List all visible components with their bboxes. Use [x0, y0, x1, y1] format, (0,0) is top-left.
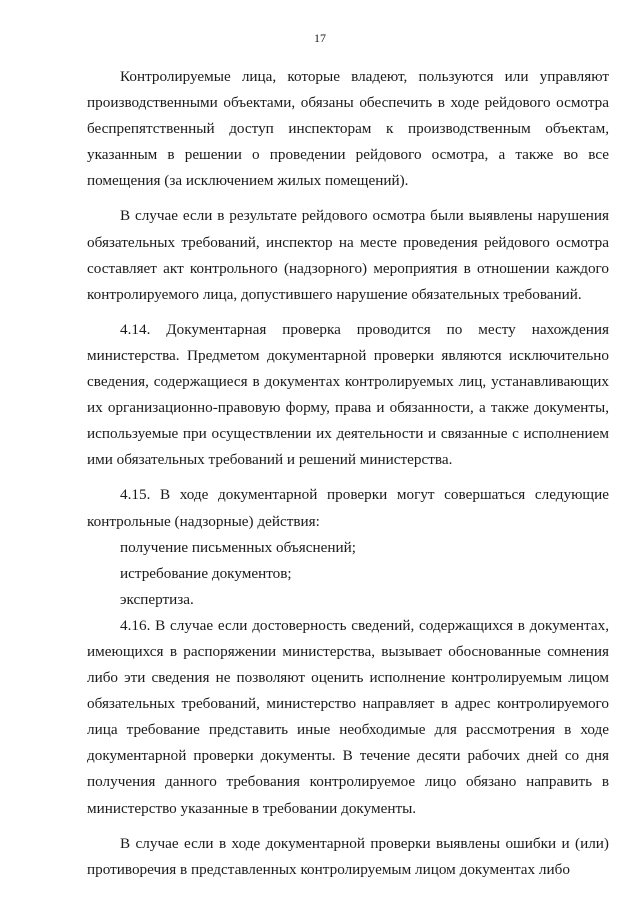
paragraph-4-14: 4.14. Документарная проверка проводится по месту нахождения министерства. Предметом документарной проверки являются исключительно сведения, содержащиеся в документах контролируемых лиц, устанавливающих их организационно-правовую форму, права и обязанности, а также документы, используемые при осуществлении их деятельности и связанные с исполнением ими обязательных требований и решений министерства.: [87, 320, 609, 469]
list-item-explanations: получение письменных объяснений;: [120, 538, 356, 556]
list-item-expertise: экспертиза.: [120, 590, 194, 608]
paragraph-4-15: 4.15. В ходе документарной проверки могут совершаться следующие контрольные (надзорные) действия:: [87, 486, 609, 530]
paragraph-4-16: 4.16. В случае если достоверность сведений, содержащихся в документах, имеющихся в распоряжении министерства, вызывает обоснованные сомнения либо эти сведения не позволяют оценить исполнение контролируемым лицом обязательных требований, министерство направляет в адрес контролируемого лица требование представить иные необходимые для рассмотрения в ходе документарной проверки документы. В течение десяти рабочих дней со дня получения данного требования контролируемое лицо обязано направить в министерство указанные в требовании документы.: [87, 616, 609, 817]
paragraph-access-obligation: Контролируемые лица, которые владеют, пользуются или управляют производственными объектами, обязаны обеспечить в ходе рейдового осмотра беспрепятственный доступ инспекторам к производственным объектам, указанным в решении о проведении рейдового осмотра, а также во все помещения (за исключением жилых помещений).: [87, 68, 609, 190]
paragraph-errors: В случае если в ходе документарной проверки выявлены ошибки и (или) противоречия в представленных контролируемым лицом документах либо: [87, 834, 609, 878]
paragraph-raid-violations: В случае если в результате рейдового осмотра были выявлены нарушения обязательных требований, инспектор на месте проведения рейдового осмотра составляет акт контрольного (надзорного) мероприятия в отношении каждого контролируемого лица, допустившего нарушение обязательных требований.: [87, 207, 609, 303]
page-number: 17: [314, 31, 326, 45]
list-item-documents: истребование документов;: [120, 564, 292, 582]
document-body: [87, 64, 609, 883]
